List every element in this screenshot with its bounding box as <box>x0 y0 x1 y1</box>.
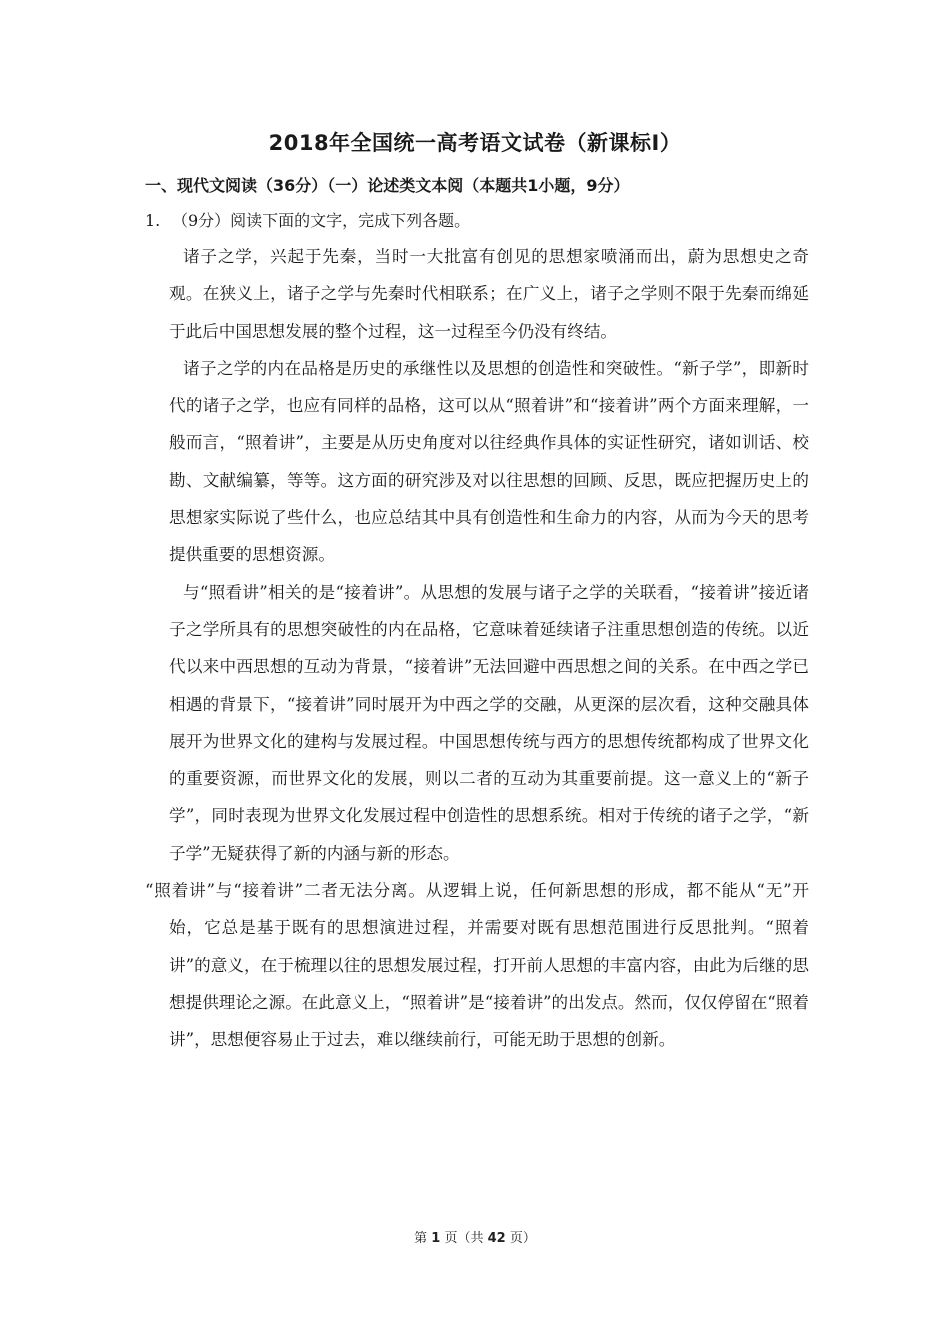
question-prompt <box>145 208 470 231</box>
footer-suffix: 页） <box>509 1231 536 1246</box>
footer-total-pages: 42 <box>487 1231 506 1246</box>
passage-paragraph-2: 诸子之学的内在品格是历史的承继性以及思想的创造性和突破性。“新子学”，即新时代的诸子之学，也应有同样的品格，这可以从“照着讲”和“接着讲”两个方面来理解，一般而言，“照着讲”，主要是从历史角度对以往经典作具体的实证性研究，诸如训话、校勘、文献编纂，等等。这方面的研究涉及对以往思想的回顾、反思，既应把握历史上的思想家实际说了些什么，也应总结其中具有创造性和生命力的内容，从而为今天的思考提供重要的思想资源。 <box>169 358 809 565</box>
footer-page-number: 1 <box>431 1231 441 1246</box>
section-heading: 一、现代文阅读（36分）（一）论述类文本阅（本题共1小题，9分） <box>145 176 630 195</box>
passage-paragraph-3: 与“照看讲”相关的是“接着讲”。从思想的发展与诸子之学的关联看，“接着讲”接近诸子之学所具有的思想突破性的内在品格，它意味着延续诸子注重思想创造的传统。以近代以来中西思想的互动为背景，“接着讲”无法回避中西思想之间的关系。在中西之学已相遇的背景下，“接着讲”同时展开为中西之学的交融，从更深的层次看，这种交融具体展开为世界文化的建构与发展过程。中国思想传统与西方的思想传统都构成了世界文化的重要资源，而世界文化的发展，则以二者的互动为其重要前提。这一意义上的“新子学”，同时表现为世界文化发展过程中创造性的思想系统。相对于传统的诸子之学，“新子学”无疑获得了新的内涵与新的形态。 <box>169 582 809 863</box>
passage-paragraph-1: 诸子之学，兴起于先秦，当时一大批富有创见的思想家喷涌而出，蔚为思想史之奇观。在狭义上，诸子之学与先秦时代相联系；在广义上，诸子之学则不限于先秦而绵延于此后中国思想发展的整个过程，这一过程至今仍没有终结。 <box>169 247 809 341</box>
question-text: （9分）阅读下面的文字，完成下列各题。 <box>172 211 471 230</box>
passage-paragraph-4: “照着讲”与“接着讲”二者无法分离。从逻辑上说，任何新思想的形成，都不能从“无”开始，它总是基于既有的思想演进过程，并需要对既有思想范围进行反思批判。“照着讲”的意义，在于梳理以往的思想发展过程，打开前人思想的丰富内容，由此为后继的思想提供理论之源。在此意义上，“照着讲”是“接着讲”的出发点。然而，仅仅停留在“照着讲”，思想便容易止于过去，难以继续前行，可能无助于思想的创新。 <box>145 881 809 1050</box>
footer-mid: 页（共 <box>444 1231 484 1246</box>
footer-prefix: 第 <box>414 1231 428 1246</box>
reading-passage <box>145 238 809 1059</box>
question-number: 1. <box>145 211 161 230</box>
page-footer <box>0 1227 950 1246</box>
document-title: 2018年全国统一高考语文试卷（新课标Ⅰ） <box>268 131 682 155</box>
